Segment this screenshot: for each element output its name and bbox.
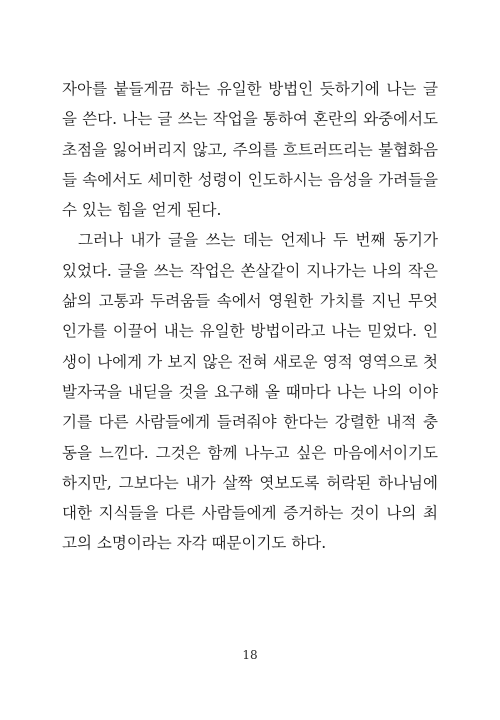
text-line: 인가를 이끌어 내는 유일한 방법이라고 나는 믿었다. 인	[62, 322, 438, 341]
text-line: 하지만, 그보다는 내가 살짝 엿보도록 허락된 하나님에	[62, 473, 438, 492]
text-line: 동을 느낀다. 그것은 함께 나누고 싶은 마음에서이기도	[62, 443, 438, 462]
text-line: 삶의 고통과 두려움들 속에서 영원한 가치를 지닌 무엇	[62, 292, 438, 311]
text-line: 자아를 붙들게끔 하는 유일한 방법인 듯하기에 나는 글	[62, 80, 438, 98]
text-line: 초점을 잃어버리지 않고, 주의를 흐트러뜨리는 불협화음	[62, 140, 438, 159]
text-line: 을 쓴다. 나는 글 쓰는 작업을 통하여 혼란의 와중에서도	[62, 110, 438, 129]
text-line: 그러나 내가 글을 쓰는 데는 언제나 두 번째 동기가	[78, 231, 438, 250]
text-line: 고의 소명이라는 자각 때문이기도 하다.	[62, 534, 327, 553]
paragraph-1	[62, 74, 438, 225]
text-line: 발자국을 내딛을 것을 요구해 올 때마다 나는 나의 이야	[62, 382, 438, 401]
page-body	[62, 74, 438, 559]
text-line: 대한 지식들을 다른 사람들에게 증거하는 것이 나의 최	[62, 504, 438, 523]
page-number: 18	[242, 648, 258, 662]
text-line: 생이 나에게 가 보지 않은 전혀 새로운 영적 영역으로 첫	[62, 352, 438, 371]
text-line: 있었다. 글을 쓰는 작업은 쏜살같이 지나가는 나의 작은	[62, 261, 438, 280]
text-line: 수 있는 힘을 얻게 된다.	[62, 201, 222, 220]
text-line: 들 속에서도 세미한 성령이 인도하시는 음성을 가려들을	[62, 170, 438, 189]
paragraph-2	[62, 225, 438, 558]
text-line: 기를 다른 사람들에게 들려줘야 한다는 강렬한 내적 충	[62, 413, 438, 432]
